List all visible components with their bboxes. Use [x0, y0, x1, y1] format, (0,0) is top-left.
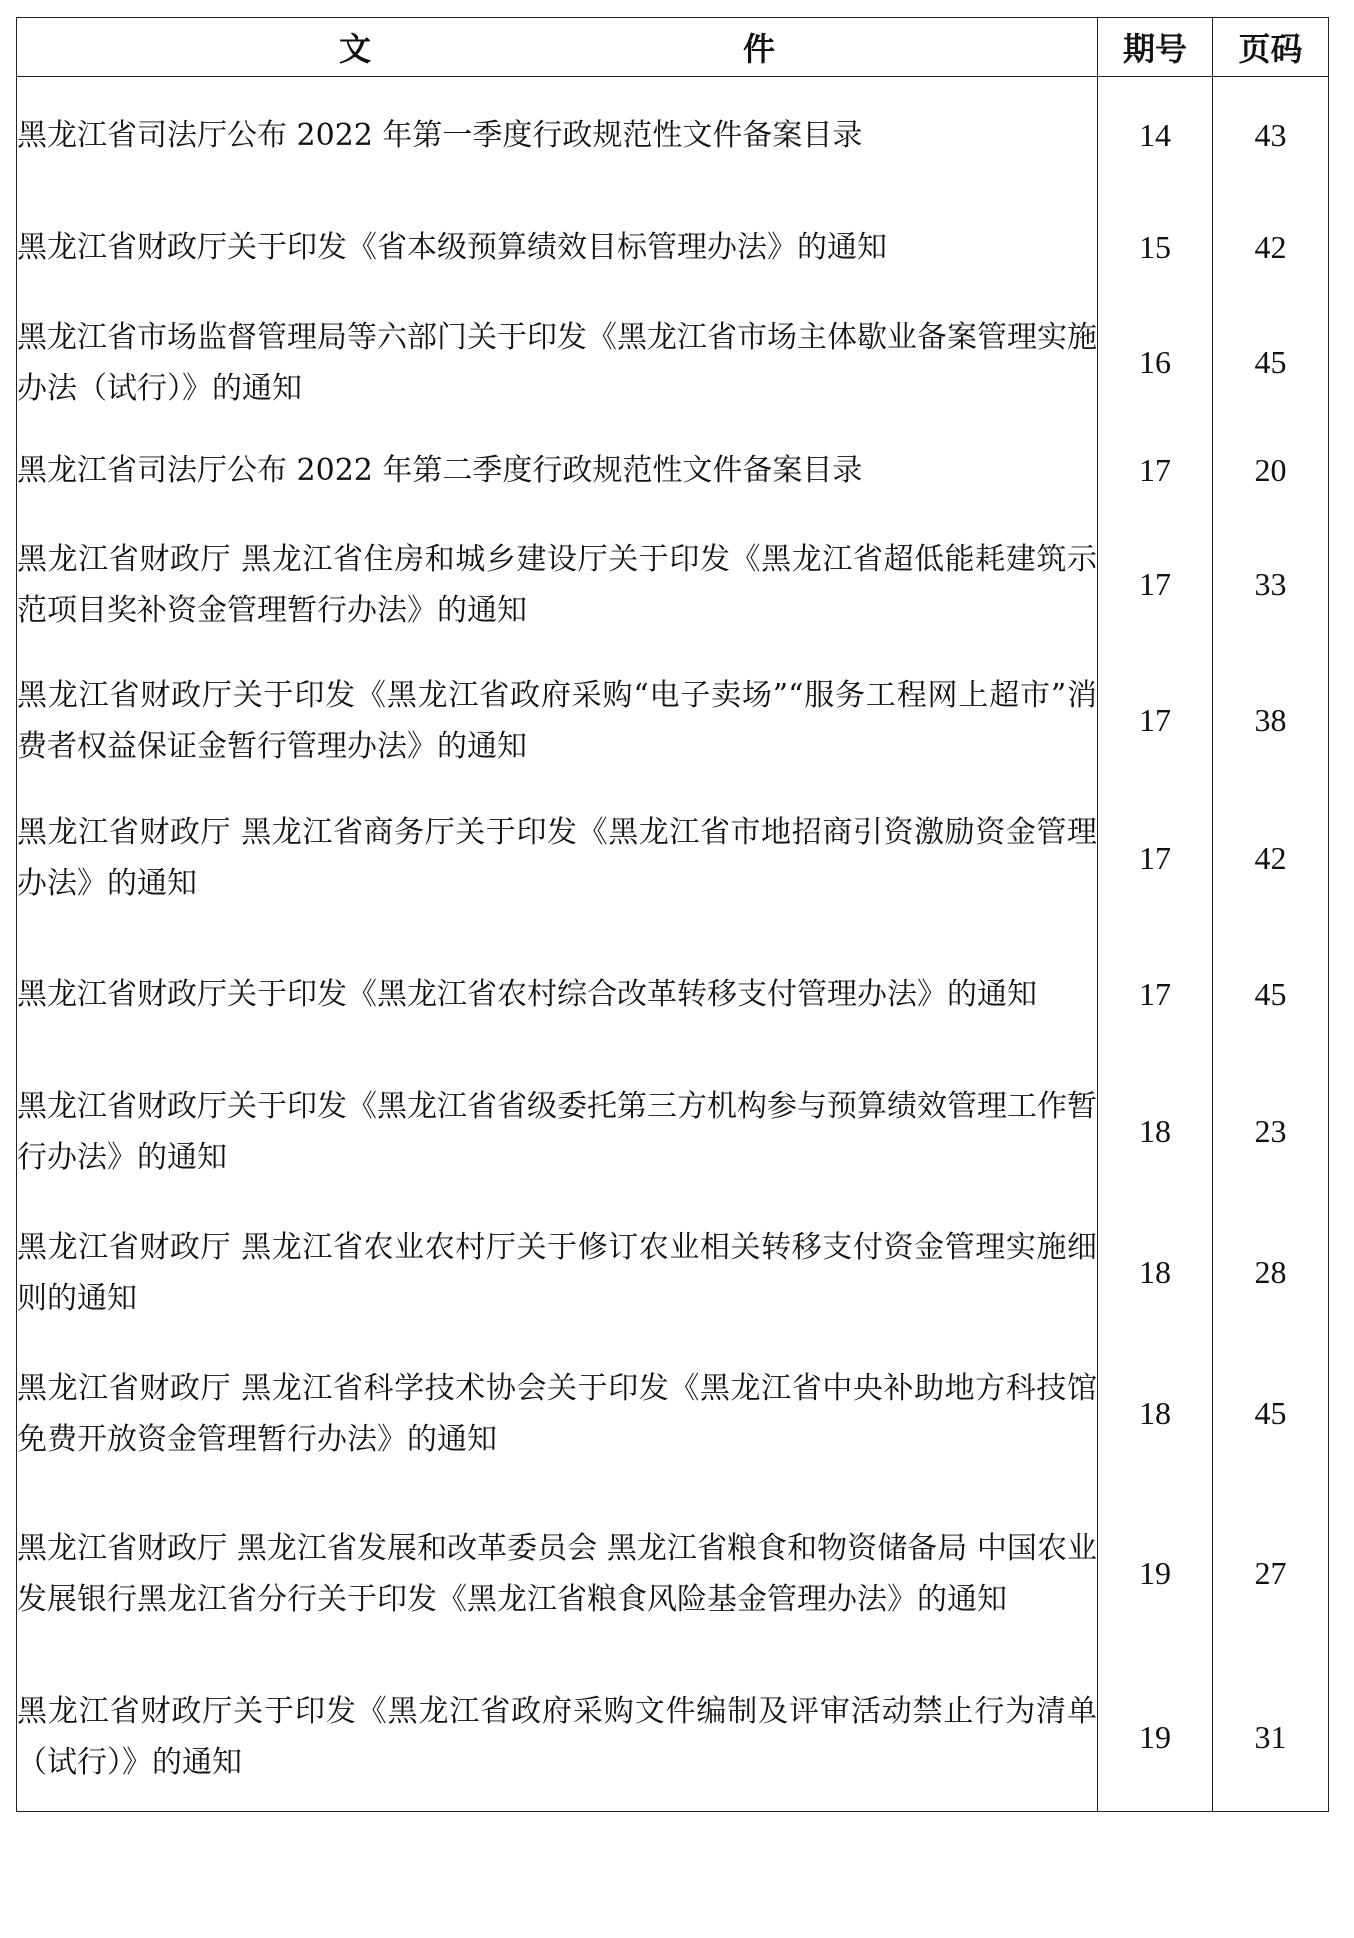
page-number: 45	[1213, 301, 1329, 425]
issue-number: 17	[1098, 653, 1213, 789]
page-number: 45	[1213, 928, 1329, 1062]
table-row	[17, 425, 1329, 517]
table-row	[17, 928, 1329, 1062]
table-row	[17, 1062, 1329, 1202]
header-row	[17, 18, 1329, 77]
table-row	[17, 1664, 1329, 1812]
table-row	[17, 195, 1329, 301]
document-title: 黑龙江省财政厅 黑龙江省住房和城乡建设厅关于印发《黑龙江省超低能耗建筑示范项目奖补资金管理暂行办法》的通知	[17, 517, 1098, 653]
issue-number: 14	[1098, 77, 1213, 195]
page-number: 42	[1213, 789, 1329, 928]
page-number: 20	[1213, 425, 1329, 517]
table-row	[17, 789, 1329, 928]
document-title: 黑龙江省财政厅关于印发《黑龙江省农村综合改革转移支付管理办法》的通知	[17, 928, 1098, 1062]
document-title: 黑龙江省财政厅关于印发《黑龙江省省级委托第三方机构参与预算绩效管理工作暂行办法》的通知	[17, 1062, 1098, 1202]
document-title: 黑龙江省市场监督管理局等六部门关于印发《黑龙江省市场主体歇业备案管理实施办法（试行）》的通知	[17, 301, 1098, 425]
document-title: 黑龙江省财政厅关于印发《省本级预算绩效目标管理办法》的通知	[17, 195, 1098, 301]
header-document: 文 件	[17, 18, 1098, 77]
issue-number: 18	[1098, 1344, 1213, 1484]
document-title: 黑龙江省财政厅关于印发《黑龙江省政府采购“电子卖场”“服务工程网上超市”消费者权益保证金暂行管理办法》的通知	[17, 653, 1098, 789]
document-title: 黑龙江省财政厅 黑龙江省农业农村厅关于修订农业相关转移支付资金管理实施细则的通知	[17, 1202, 1098, 1344]
table-row	[17, 1484, 1329, 1664]
table-row	[17, 1344, 1329, 1484]
table-row	[17, 517, 1329, 653]
issue-number: 19	[1098, 1664, 1213, 1812]
page-number: 31	[1213, 1664, 1329, 1812]
issue-number: 18	[1098, 1062, 1213, 1202]
document-title: 黑龙江省财政厅 黑龙江省商务厅关于印发《黑龙江省市地招商引资激励资金管理办法》的通知	[17, 789, 1098, 928]
document-title: 黑龙江省司法厅公布 2022 年第一季度行政规范性文件备案目录	[17, 77, 1098, 195]
header-page: 页码	[1213, 18, 1329, 77]
issue-number: 17	[1098, 928, 1213, 1062]
issue-number: 15	[1098, 195, 1213, 301]
header-issue: 期号	[1098, 18, 1213, 77]
document-title: 黑龙江省财政厅 黑龙江省发展和改革委员会 黑龙江省粮食和物资储备局 中国农业发展银行黑龙江省分行关于印发《黑龙江省粮食风险基金管理办法》的通知	[17, 1484, 1098, 1664]
page-number: 27	[1213, 1484, 1329, 1664]
document-index-table	[16, 17, 1329, 1812]
issue-number: 17	[1098, 789, 1213, 928]
document-title: 黑龙江省司法厅公布 2022 年第二季度行政规范性文件备案目录	[17, 425, 1098, 517]
table-row	[17, 77, 1329, 195]
issue-number: 19	[1098, 1484, 1213, 1664]
page-number: 23	[1213, 1062, 1329, 1202]
page-number: 42	[1213, 195, 1329, 301]
table-row	[17, 653, 1329, 789]
issue-number: 17	[1098, 517, 1213, 653]
issue-number: 17	[1098, 425, 1213, 517]
table-row	[17, 301, 1329, 425]
table-row	[17, 1202, 1329, 1344]
document-title: 黑龙江省财政厅关于印发《黑龙江省政府采购文件编制及评审活动禁止行为清单（试行）》的通知	[17, 1664, 1098, 1812]
page-number: 28	[1213, 1202, 1329, 1344]
page-number: 38	[1213, 653, 1329, 789]
page-number: 43	[1213, 77, 1329, 195]
page-number: 33	[1213, 517, 1329, 653]
issue-number: 16	[1098, 301, 1213, 425]
document-title: 黑龙江省财政厅 黑龙江省科学技术协会关于印发《黑龙江省中央补助地方科技馆免费开放资金管理暂行办法》的通知	[17, 1344, 1098, 1484]
issue-number: 18	[1098, 1202, 1213, 1344]
page-number: 45	[1213, 1344, 1329, 1484]
